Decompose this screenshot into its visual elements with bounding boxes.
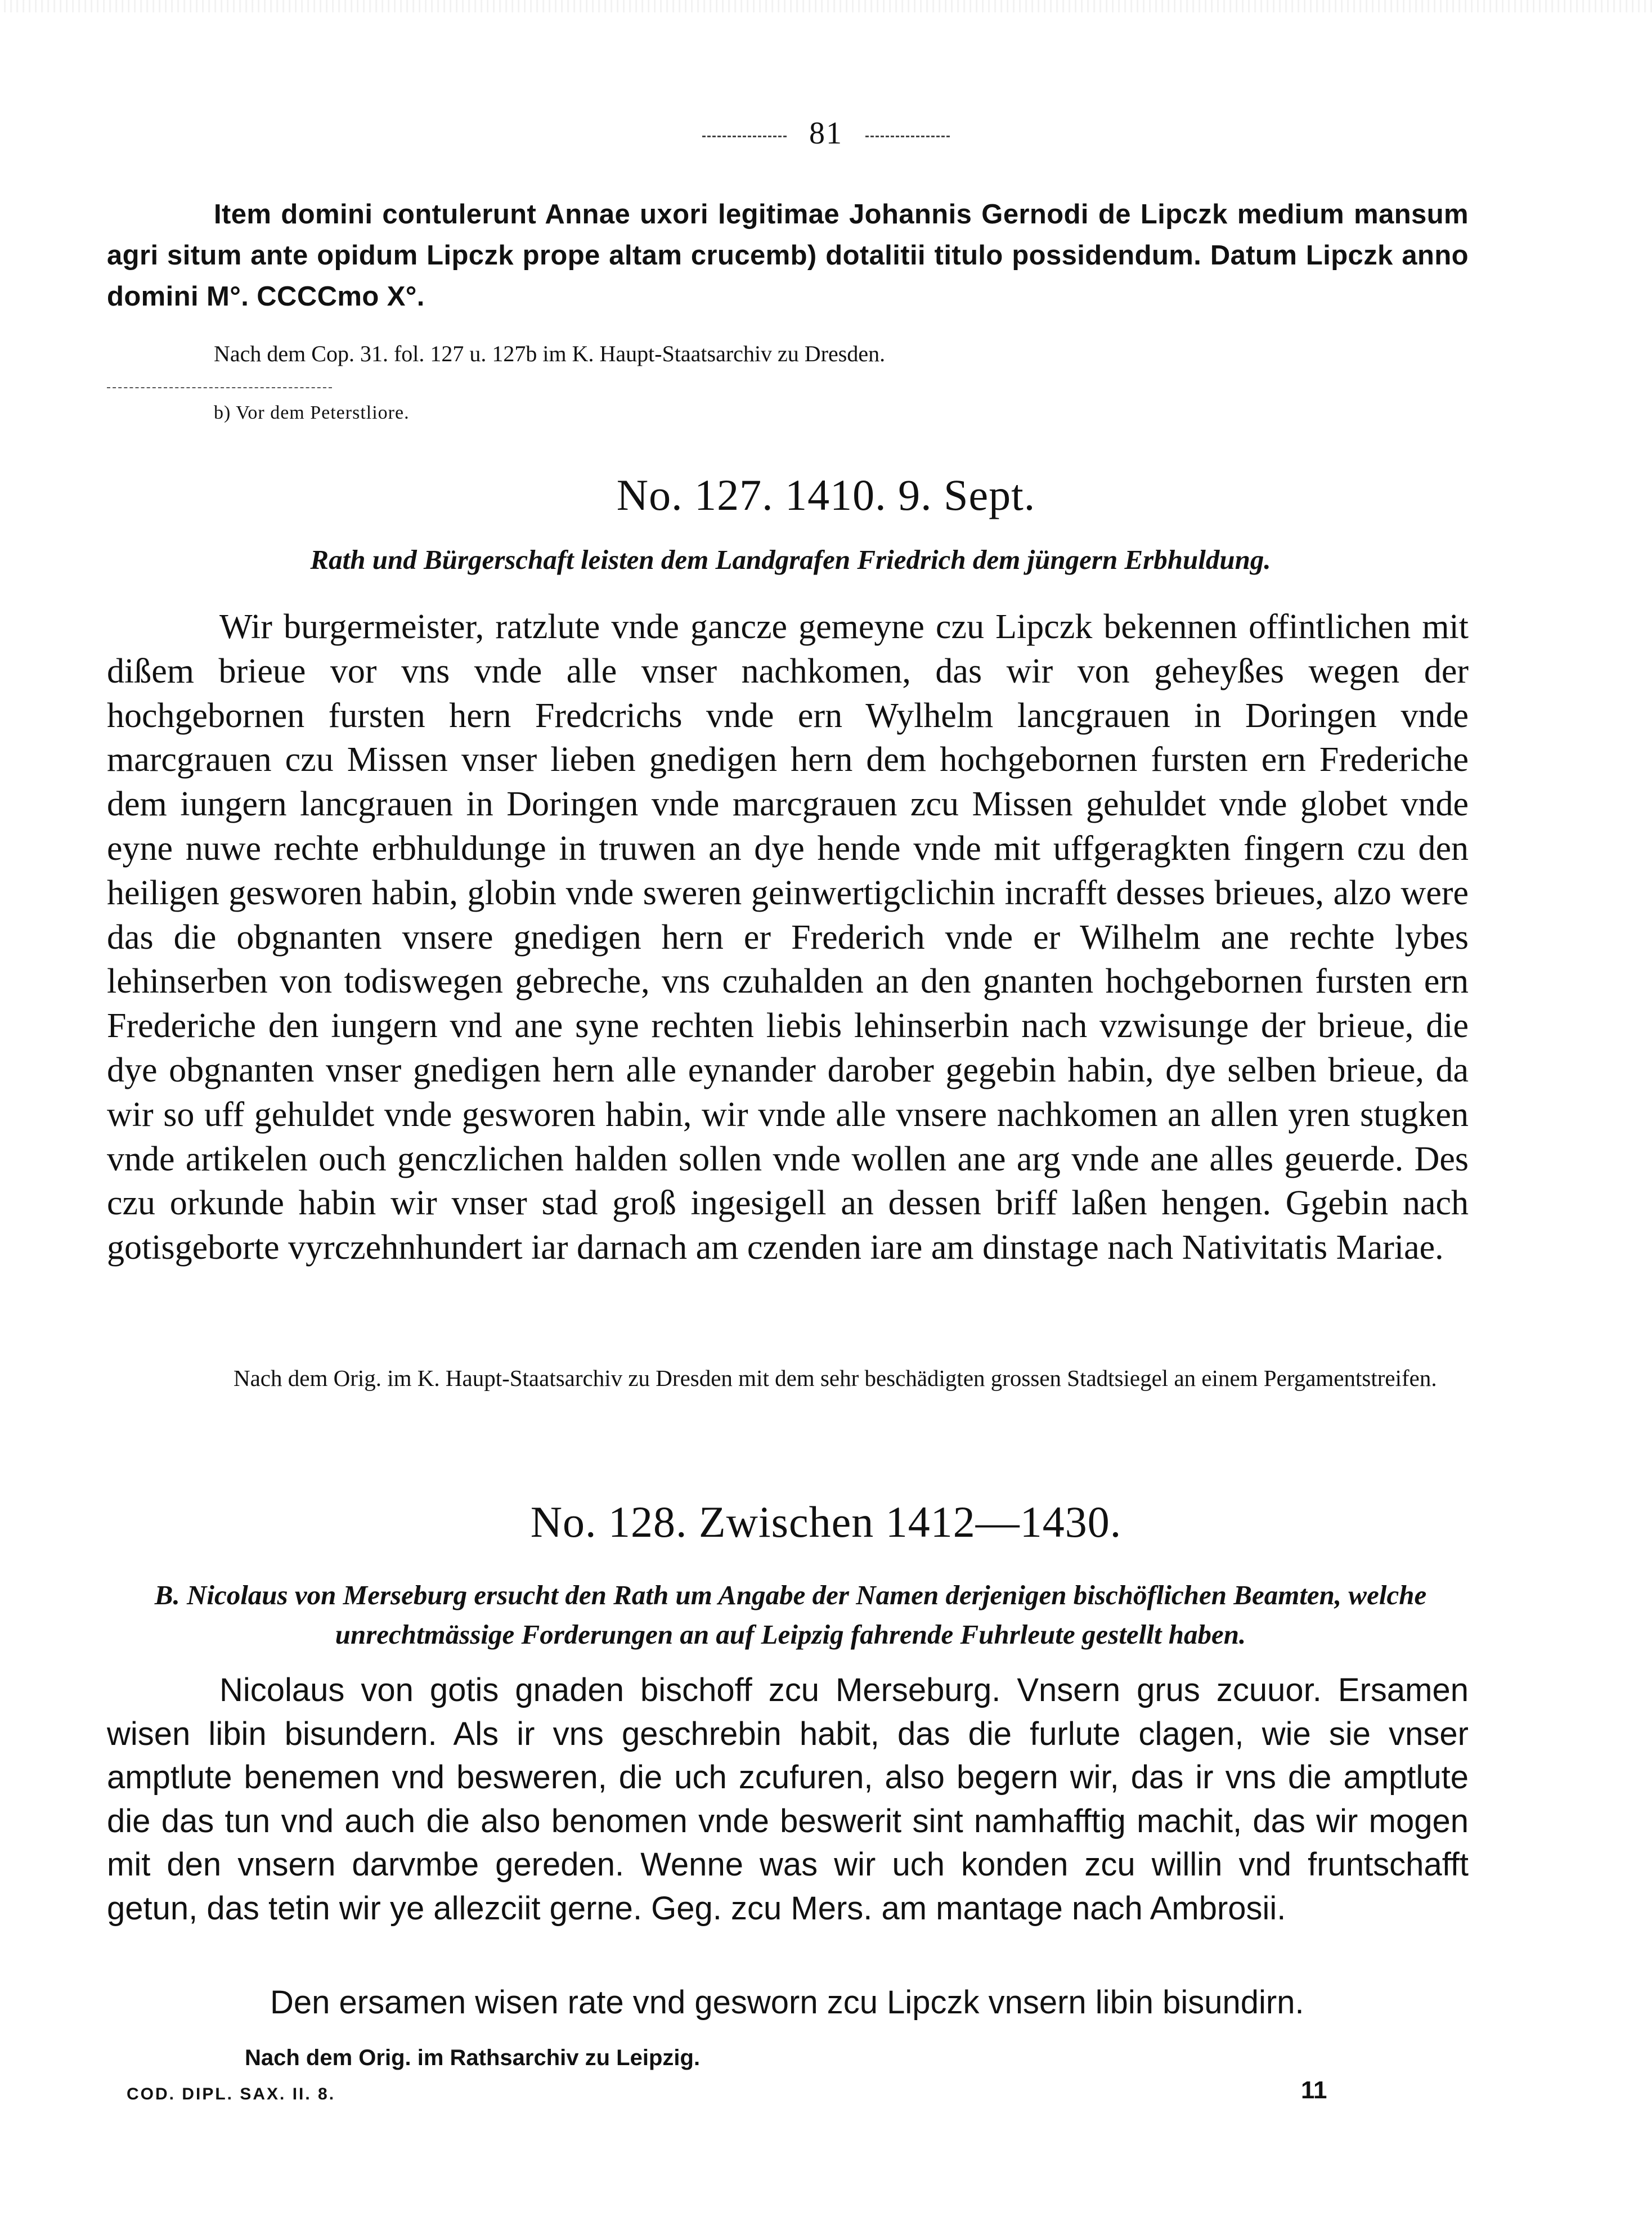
intro-source-note: Nach dem Cop. 31. fol. 127 u. 127b im K. Haupt-Staatsarchiv zu Dresden. [214,341,886,366]
page-header [0,115,1652,151]
document-128-address: Den ersamen wisen rate vnd gesworn zcu Lipczk vnsern libin bisundirn. [270,1984,1304,2021]
intro-paragraph: Item domini contulerunt Annae uxori legitimae Johannis Gernodi de Lipczk medium mansum agri situm ante opidum Lipczk prope altam crucemb) dotalitii titulo possidendum. Datum Lipczk anno domini M°. CCCCmo X°. [107,199,1469,312]
document-128-source-note: Nach dem Orig. im Rathsarchiv zu Leipzig. [245,2045,701,2070]
signature-mark: COD. DIPL. SAX. II. 8. [127,2085,336,2103]
footnote-b: b) Vor dem Peterstliore. [214,402,410,423]
signature-number: 11 [1301,2076,1327,2104]
footnote-rule [107,387,332,388]
document-128-regest: B. Nicolaus von Merseburg ersucht den Rath um Angabe der Namen derjenigen bischöflichen Beamten, welche unrechtmässige Forderungen an auf Leipzig fahrende Fuhrleute gestellt haben. [154,1580,1427,1650]
header-left-rule [702,136,787,137]
header-right-rule [865,136,950,137]
document-128-heading: No. 128. Zwischen 1412—1430. [530,1497,1122,1546]
document-127-regest: Rath und Bürgerschaft leisten dem Landgrafen Friedrich dem jüngern Erbhuldung. [310,544,1271,575]
page-number: 81 [809,116,843,151]
document-128-body: Nicolaus von gotis gnaden bischoff zcu Merseburg. Vnsern grus zcuuor. Ersamen wisen libin bisundern. Als ir vns geschrebin habit, das die furlute clagen, wie sie vnser amptlute benemen vnd besweren, die uch zcufuren, also begern wir, das ir vns die amptlute die das tun vnd auch die also benomen vnde beswerit sint namhafftig machit, das wir mogen mit den vnsern darvmbe gereden. Wenne was wir uch konden zcu willin vnd fruntschafft getun, das tetin wir ye allezciit gerne. Geg. zcu Mers. am mantage nach Ambrosii. [107,1672,1469,1927]
document-127-heading: No. 127. 1410. 9. Sept. [616,470,1036,519]
scan-edge-noise [0,0,1652,12]
document-127-source-note: Nach dem Orig. im K. Haupt-Staatsarchiv zu Dresden mit dem sehr beschädigten grossen Stadtsiegel an einem Pergamentstreifen. [234,1365,1437,1391]
document-127-body: Wir burgermeister, ratzlute vnde gancze gemeyne czu Lipczk bekennen offintlichen mit dißem brieue vor vns vnde alle vnser nachkomen, das wir von geheyßes wegen der hochgebornen fursten hern Fredcrichs vnde ern Wylhelm lancgrauen in Doringen vnde marcgrauen czu Missen vnser lieben gnedigen hern dem hochgebornen fursten ern Frederiche dem iungern lancgrauen in Doringen vnde marcgrauen zcu Missen gehuldet vnde globet vnde eyne nuwe rechte erbhuldunge in truwen an dye hende vnde mit uffgeragkten fingern czu den heiligen gesworen habin, globin vnde sweren geinwertigclichin incrafft desses brieues, alzo were das die obgnanten vnsere gnedigen hern er Frederich vnde er Wilhelm ane rechte lybes lehinserben von todiswegen gebreche, vns czuhalden an den gnanten hochgebornen fursten ern Frederiche den iungern vnd ane syne rechten liebis lehinserbin nach vzwisunge der brieue, die dye obgnanten vnser gnedigen hern alle eynander darober gegebin habin, dye selben brieue, da wir so uff gehuldet vnde gesworen habin, wir vnde alle vnsere nachkomen an allen yren stugken vnde artikelen ouch genczlichen halden sollen vnde wollen ane arg vnde ane alles geuerde. Des czu orkunde habin wir vnser stad groß ingesigell an dessen briff laßen hengen. Ggebin nach gotisgeborte vyrczehnhundert iar darnach am czenden iare am dinstage nach Nativitatis Mariae. [107,608,1469,1267]
